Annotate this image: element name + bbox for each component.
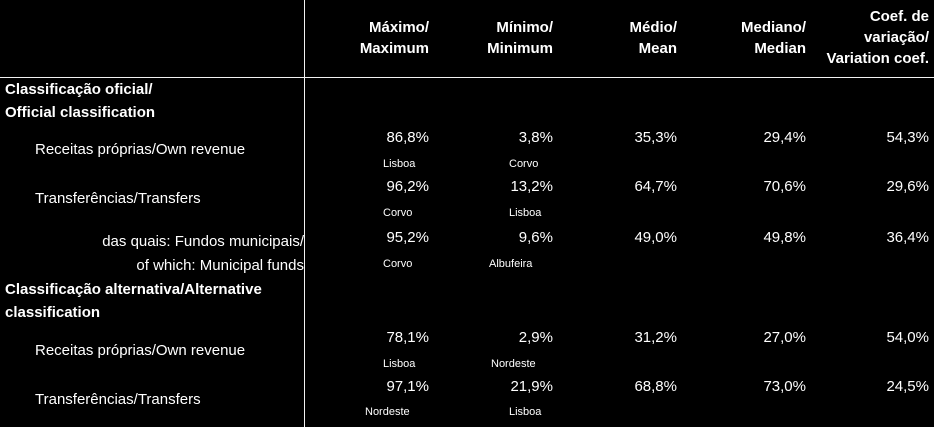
cell-min: 13,2% xyxy=(510,178,553,195)
header-max xyxy=(360,17,429,59)
cell-mean: 31,2% xyxy=(634,329,677,346)
section-title-line: Classificação oficial/ xyxy=(5,81,153,98)
cell-min-place: Lisboa xyxy=(509,406,542,418)
cell-max-place: Corvo xyxy=(383,207,413,219)
cell-cv: 54,3% xyxy=(886,129,929,146)
cell-min-place: Lisboa xyxy=(509,207,542,219)
cell-min: 21,9% xyxy=(510,378,553,395)
section-title-official xyxy=(5,78,155,124)
cell-mean: 35,3% xyxy=(634,129,677,146)
row-label: Receitas próprias/Own revenue xyxy=(35,141,246,158)
header-mean-pt: Médio/ xyxy=(629,19,677,36)
header-mean-en: Mean xyxy=(638,40,677,57)
row-label-line: of which: Municipal funds xyxy=(136,257,304,274)
header-max-pt: Máximo/ xyxy=(368,19,429,36)
header-min-pt: Mínimo/ xyxy=(496,19,553,36)
section-title-line: classification xyxy=(5,304,101,321)
cell-median: 27,0% xyxy=(763,329,806,346)
cell-min: 9,6% xyxy=(518,229,553,246)
cell-median: 70,6% xyxy=(763,178,806,195)
header-mean xyxy=(630,17,678,59)
cell-min: 2,9% xyxy=(518,329,553,346)
header-median-en: Median xyxy=(754,40,806,57)
cell-median: 29,4% xyxy=(763,129,806,146)
section-title-alternative xyxy=(5,278,262,324)
header-min xyxy=(487,17,553,59)
cell-mean: 64,7% xyxy=(634,178,677,195)
row-label: Transferências/Transfers xyxy=(35,190,201,207)
cell-min: 3,8% xyxy=(518,129,553,146)
cell-cv: 24,5% xyxy=(886,378,929,395)
row-label xyxy=(102,230,304,278)
cell-mean: 49,0% xyxy=(634,229,677,246)
cell-cv: 54,0% xyxy=(886,329,929,346)
row-label-line: das quais: Fundos municipais/ xyxy=(102,233,304,250)
header-column-divider xyxy=(304,0,305,427)
header-max-en: Maximum xyxy=(359,40,429,57)
cell-median: 73,0% xyxy=(763,378,806,395)
header-min-en: Minimum xyxy=(487,40,553,57)
row-label: Receitas próprias/Own revenue xyxy=(35,342,246,359)
header-cv-line3: Variation coef. xyxy=(826,50,929,67)
cell-max: 86,8% xyxy=(386,129,429,146)
cell-max: 97,1% xyxy=(386,378,429,395)
cell-cv: 29,6% xyxy=(886,178,929,195)
section-title-line: Official classification xyxy=(5,104,156,121)
cell-min-place: Nordeste xyxy=(491,358,536,370)
cell-cv: 36,4% xyxy=(886,229,929,246)
header-median-pt: Mediano/ xyxy=(740,19,806,36)
header-cv xyxy=(826,6,929,69)
row-label: Transferências/Transfers xyxy=(35,391,201,408)
cell-max-place: Corvo xyxy=(383,258,413,270)
cell-min-place: Albufeira xyxy=(489,258,533,270)
header-cv-line2: variação/ xyxy=(863,29,929,46)
header-median xyxy=(741,17,806,59)
cell-max-place: Lisboa xyxy=(383,358,416,370)
cell-max: 96,2% xyxy=(386,178,429,195)
cell-max-place: Nordeste xyxy=(365,406,410,418)
section-title-line: Classificação alternativa/Alternative xyxy=(5,281,262,298)
cell-max: 78,1% xyxy=(386,329,429,346)
cell-median: 49,8% xyxy=(763,229,806,246)
cell-max: 95,2% xyxy=(386,229,429,246)
cell-max-place: Lisboa xyxy=(383,158,416,170)
cell-min-place: Corvo xyxy=(509,158,539,170)
header-cv-line1: Coef. de xyxy=(869,8,929,25)
cell-mean: 68,8% xyxy=(634,378,677,395)
